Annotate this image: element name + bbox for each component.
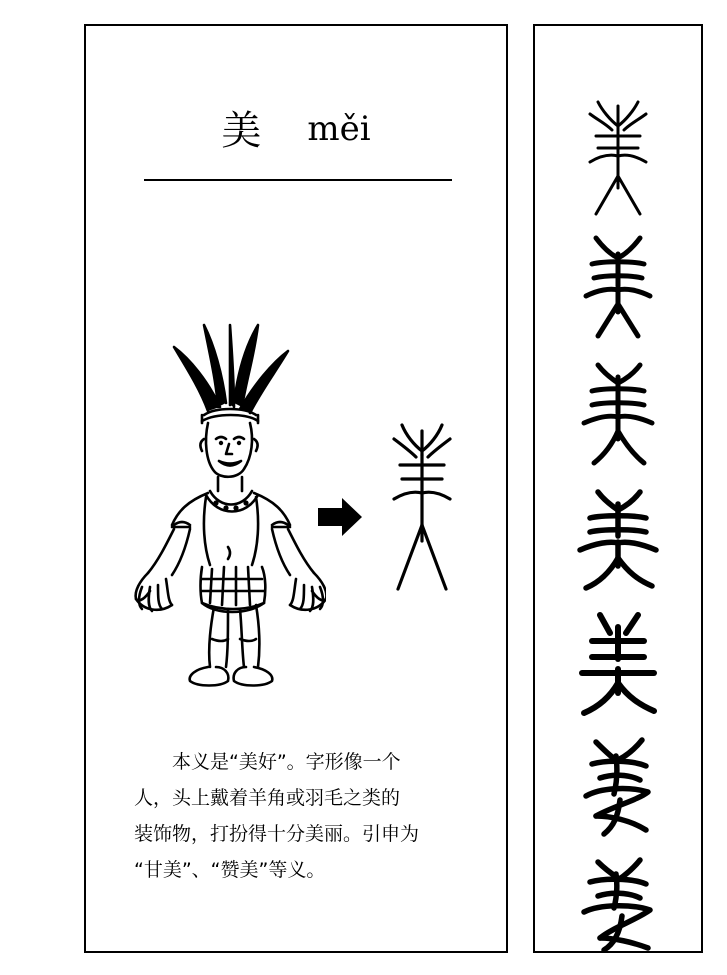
header-divider (144, 179, 452, 181)
seal-script-mei-icon (572, 355, 664, 467)
bronze-script-mei-icon (572, 230, 664, 342)
feathered-headdress-person-drawing (116, 311, 326, 691)
page-title: 美 (221, 108, 264, 154)
pinyin-label: měi (307, 109, 371, 149)
regular-script-mei-icon (570, 605, 666, 717)
script-item-running (535, 730, 701, 844)
oracle-bone-script-mei-icon (574, 100, 662, 220)
cursive-script-mei-icon (570, 850, 666, 954)
script-evolution-panel (533, 24, 703, 953)
main-content-panel (84, 24, 508, 953)
oracle-bone-character-mei (376, 421, 468, 601)
clerical-script-mei-icon (570, 480, 666, 592)
explanation-line: 人，头上戴着羊角或羽毛之类的 (134, 787, 401, 809)
running-script-mei-icon (570, 730, 666, 840)
script-item-cursive (535, 850, 701, 958)
explanation-line: 本义是“美好”。字形像一个 (172, 751, 401, 773)
illustration-area (86, 311, 506, 711)
headword-row (86, 108, 506, 154)
script-item-seal (535, 355, 701, 471)
script-item-clerical (535, 480, 701, 596)
right-arrow-icon (318, 496, 364, 538)
explanation-text (134, 744, 464, 888)
script-item-oracle-bone (535, 100, 701, 224)
explanation-line: “甘美”、“赞美”等义。 (134, 859, 326, 881)
script-evolution-column (535, 60, 701, 920)
script-item-regular (535, 605, 701, 721)
explanation-line: 装饰物，打扮得十分美丽。引申为 (134, 823, 420, 845)
script-item-bronze (535, 230, 701, 346)
